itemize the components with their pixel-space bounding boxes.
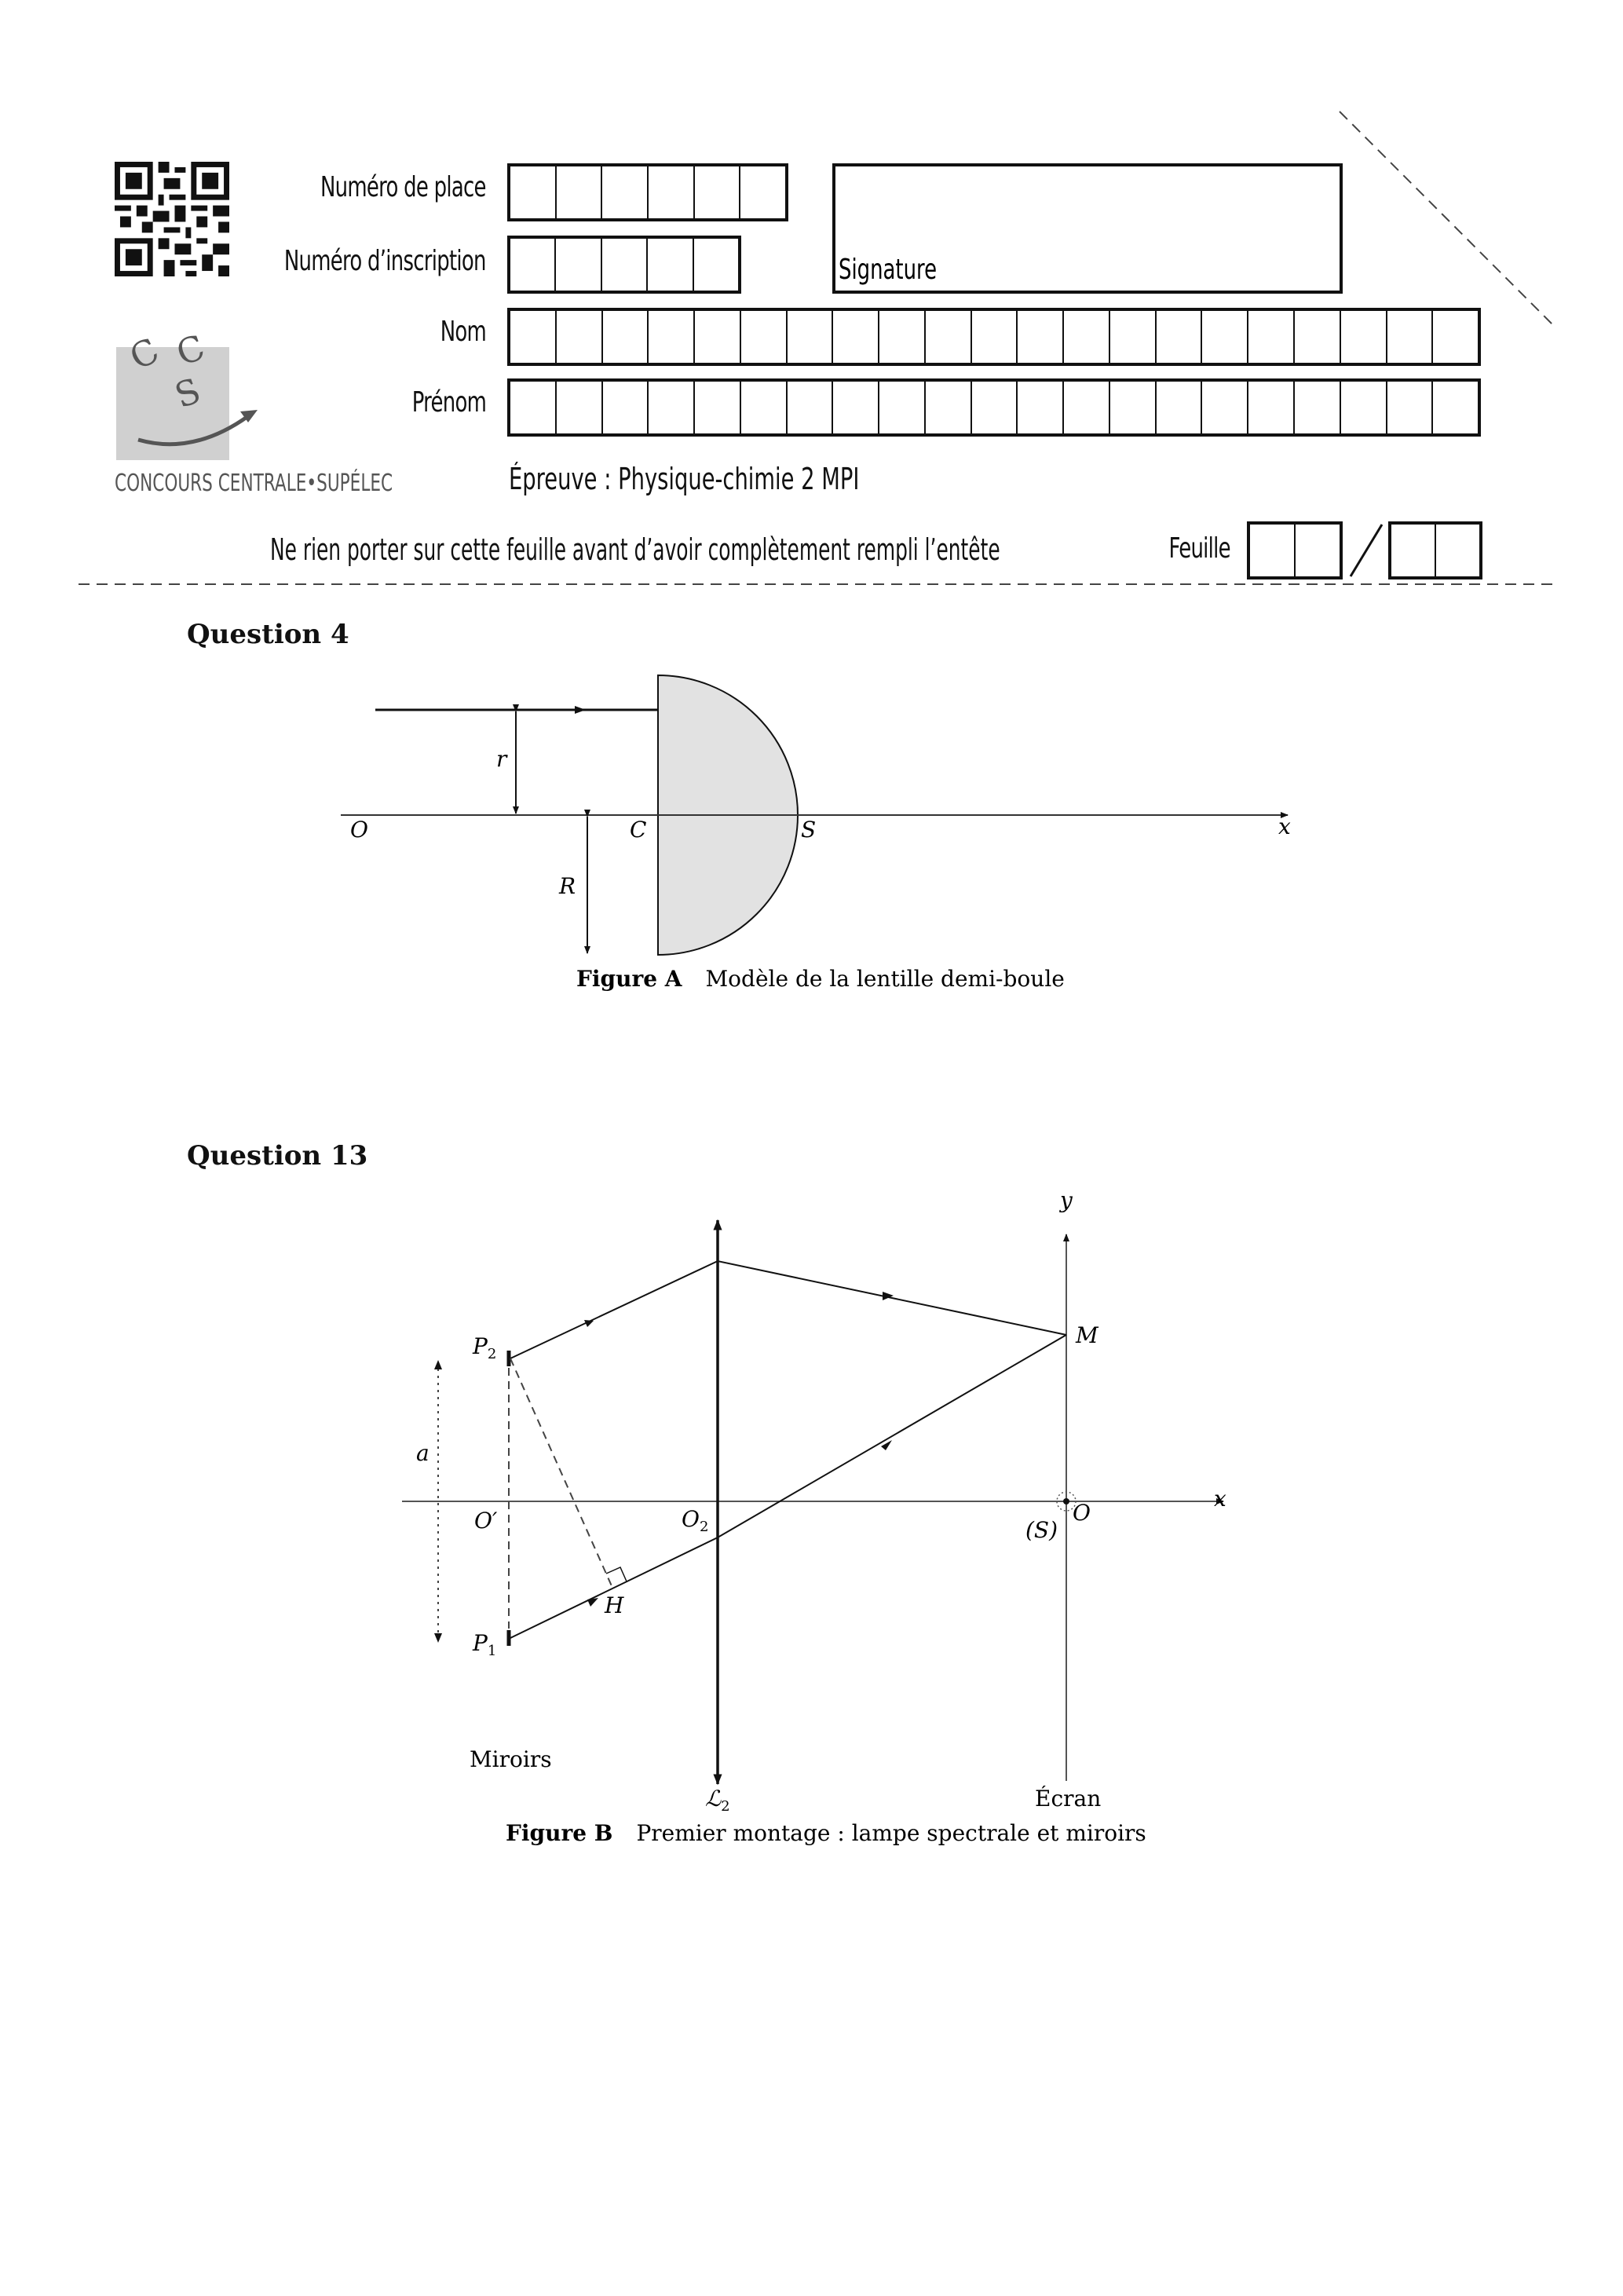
label-H: H — [605, 1592, 624, 1618]
figure-b-caption: Figure B Premier montage : lampe spectrale et miroirs — [506, 1820, 1146, 1846]
label-L2: ℒ$_2$ — [705, 1786, 730, 1815]
logo-letter-c1: C — [123, 330, 166, 378]
signature-label: Signature — [839, 254, 938, 286]
feuille-label: Feuille — [1168, 532, 1230, 565]
wavefront-dashed-line — [510, 1358, 612, 1588]
label-a: a — [416, 1440, 430, 1466]
label-r: r — [496, 746, 507, 772]
label-P2: $P_2$ — [473, 1333, 497, 1362]
logo-letter-s: S — [170, 371, 207, 417]
figure-b — [0, 1178, 1623, 1869]
label-x: x — [1278, 813, 1291, 839]
label-R: R — [559, 873, 576, 899]
place-label: Numéro de place — [320, 171, 486, 203]
figure-a-caption: Figure A Modèle de la lentille demi-boule — [576, 966, 1065, 992]
label-ecran: Écran — [1035, 1786, 1102, 1812]
inscription-label: Numéro d’inscription — [284, 245, 486, 277]
label-miroirs: Miroirs — [470, 1746, 552, 1772]
ray-lower — [510, 1335, 1066, 1638]
logo-letter-c2: C — [171, 327, 210, 375]
label-P1: $P_1$ — [473, 1630, 497, 1659]
label-S: (S) — [1025, 1517, 1058, 1543]
label-y: y — [1060, 1187, 1073, 1213]
label-O2: $O_2$ — [682, 1506, 709, 1535]
instruction-text: Ne rien porter sur cette feuille avant d’avoir complètement rempli l’entête — [270, 532, 1000, 567]
label-Oprime: O′ — [474, 1508, 498, 1534]
label-x: x — [1214, 1486, 1226, 1512]
label-O: O — [350, 817, 368, 843]
label-M: M — [1076, 1322, 1098, 1348]
nom-label: Nom — [440, 316, 486, 348]
concours-name: CONCOURS CENTRALE•SUPÉLEC — [115, 470, 393, 497]
ray-upper — [510, 1261, 1066, 1358]
label-O: O — [1073, 1500, 1091, 1526]
label-C: C — [630, 817, 647, 843]
label-S: S — [801, 817, 817, 843]
epreuve-title: Épreuve : Physique-chimie 2 MPI — [509, 462, 860, 496]
figure-a — [0, 660, 1623, 1005]
question-13-heading: Question 13 — [187, 1140, 368, 1172]
cut-lines — [0, 0, 1623, 597]
prenom-label: Prénom — [411, 386, 486, 419]
question-4-heading: Question 4 — [187, 619, 349, 650]
